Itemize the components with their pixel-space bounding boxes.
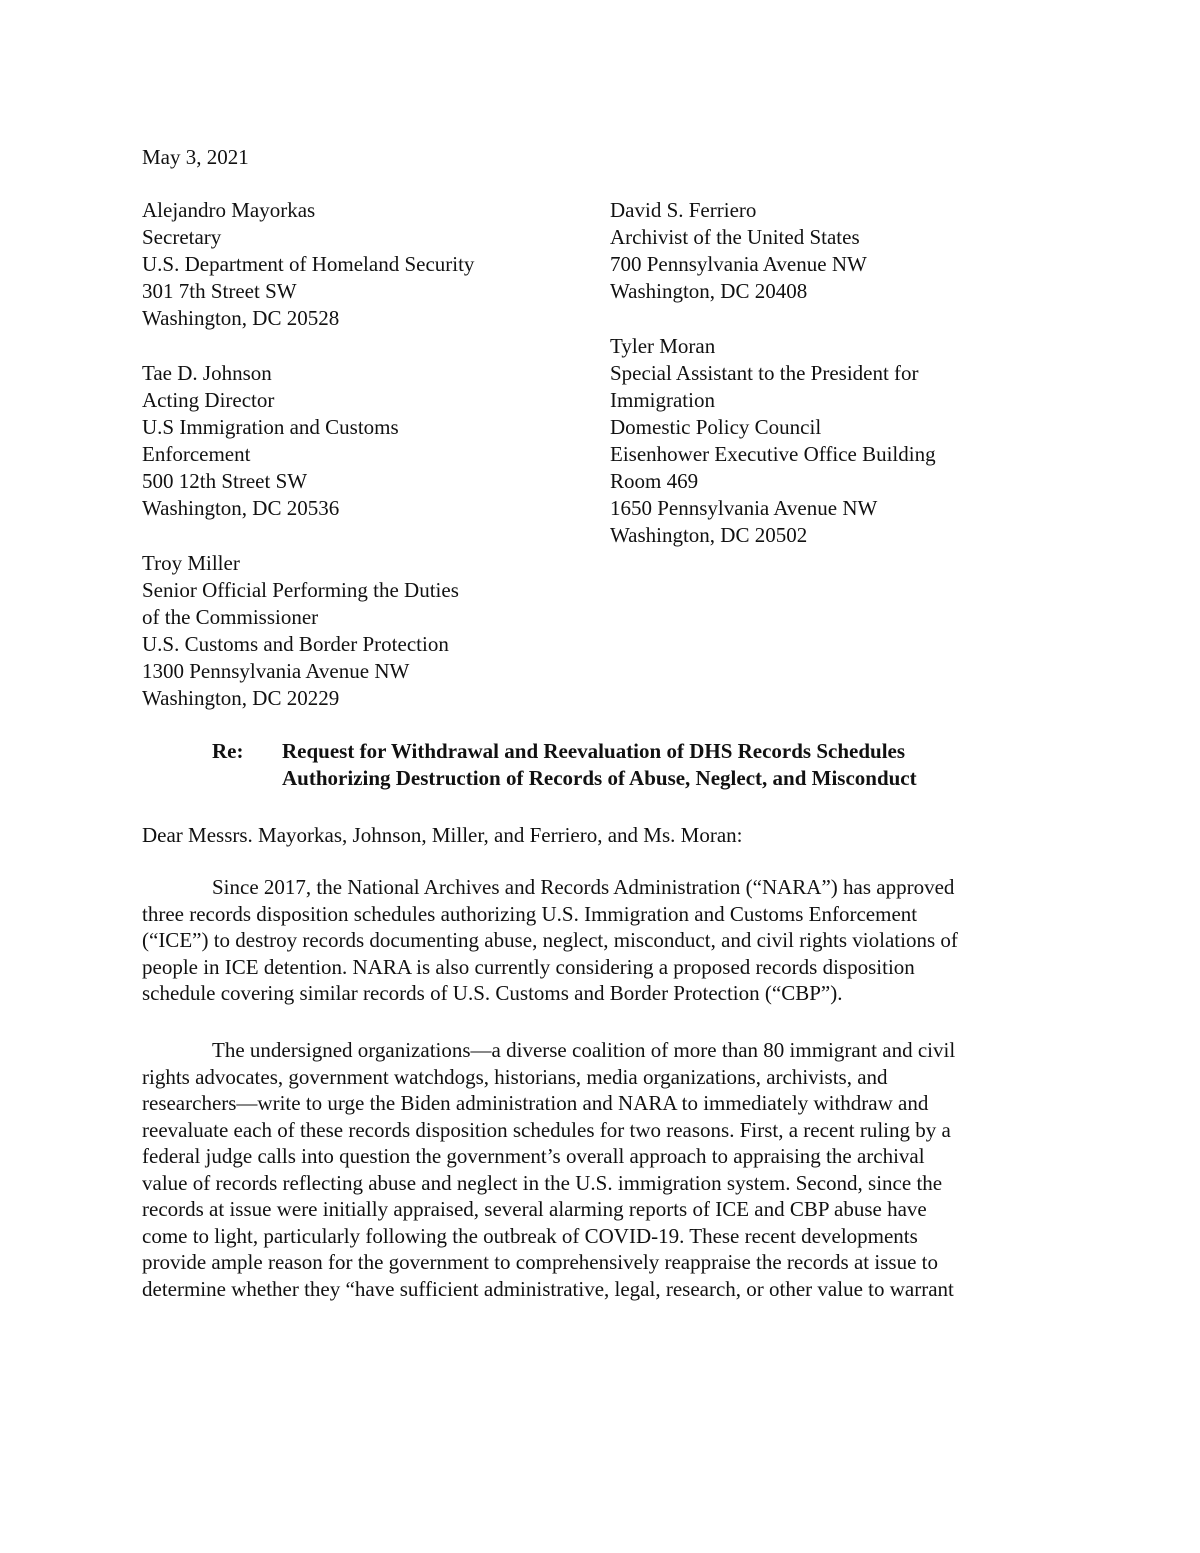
paragraph-line: three records disposition schedules authorizing U.S. Immigration and Customs Enforcement: [142, 901, 918, 926]
paragraph-line: (“ICE”) to destroy records documenting abuse, neglect, misconduct, and civil rights violations of: [142, 928, 958, 952]
address-line: 500 12th Street SW: [142, 469, 308, 493]
address-line: Tyler Moran: [610, 334, 716, 358]
body-paragraph-2: [142, 1037, 1062, 1302]
addressee-dhs: [142, 197, 474, 332]
salutation: Dear Messrs. Mayorkas, Johnson, Miller, and Ferriero, and Ms. Moran:: [142, 823, 743, 847]
subject-label: Re:: [212, 739, 244, 763]
letter-date: May 3, 2021: [142, 145, 249, 169]
subject-text-line: Request for Withdrawal and Reevaluation of DHS Records Schedules: [282, 739, 906, 763]
addressee-ice: [142, 360, 399, 522]
paragraph-line: Since 2017, the National Archives and Records Administration (“NARA”) has approved: [212, 875, 955, 899]
addressee-dpc: [610, 333, 936, 549]
address-line: Washington, DC 20408: [610, 279, 808, 303]
address-line: 301 7th Street SW: [142, 279, 297, 303]
paragraph-line: people in ICE detention. NARA is also currently considering a proposed records disposition: [142, 954, 915, 979]
address-line: Domestic Policy Council: [610, 415, 822, 439]
address-line: Immigration: [610, 388, 715, 412]
paragraph-line: records at issue were initially appraised, several alarming reports of ICE and CBP abuse have: [142, 1197, 927, 1221]
address-line: Washington, DC 20528: [142, 306, 340, 330]
address-line: Senior Official Performing the Duties: [142, 578, 459, 602]
address-line: of the Commissioner: [142, 605, 319, 629]
addressee-cbp: [142, 550, 459, 712]
address-line: Acting Director: [142, 388, 275, 412]
address-line: Archivist of the United States: [610, 225, 860, 249]
paragraph-line: rights advocates, government watchdogs, historians, media organizations, archivists, and: [142, 1064, 888, 1089]
address-line: David S. Ferriero: [610, 198, 757, 222]
address-line: Alejandro Mayorkas: [142, 198, 316, 222]
paragraph-line: value of records reflecting abuse and neglect in the U.S. immigration system. Second, since the: [142, 1170, 943, 1195]
address-line: Room 469: [610, 469, 699, 493]
address-line: Washington, DC 20229: [142, 686, 340, 710]
address-line: Secretary: [142, 225, 222, 249]
subject-text: [282, 738, 917, 792]
paragraph-line: federal judge calls into question the government’s overall approach to appraising the archival: [142, 1144, 925, 1168]
paragraph-line: determine whether they “have sufficient administrative, legal, research, or other value to warrant: [142, 1276, 954, 1301]
address-line: U.S Immigration and Customs: [142, 415, 399, 439]
paragraph-line: researchers—write to urge the Biden administration and NARA to immediately withdraw and: [142, 1091, 929, 1115]
address-line: Washington, DC 20536: [142, 496, 340, 520]
address-line: U.S. Department of Homeland Security: [142, 252, 475, 276]
paragraph-line: schedule covering similar records of U.S. Customs and Border Protection (“CBP”).: [142, 981, 843, 1005]
paragraph-line: reevaluate each of these records disposition schedules for two reasons. First, a recent ruling by a: [142, 1117, 951, 1142]
address-line: Washington, DC 20502: [610, 523, 808, 547]
address-line: 1300 Pennsylvania Avenue NW: [142, 659, 410, 683]
address-line: 1650 Pennsylvania Avenue NW: [610, 496, 878, 520]
paragraph-line: come to light, particularly following the outbreak of COVID-19. These recent developments: [142, 1223, 918, 1248]
address-line: Enforcement: [142, 442, 251, 466]
address-line: Special Assistant to the President for: [610, 361, 919, 385]
address-line: Tae D. Johnson: [142, 361, 272, 385]
subject-text-line: Authorizing Destruction of Records of Abuse, Neglect, and Misconduct: [282, 766, 917, 790]
addressee-nara: [610, 197, 867, 305]
address-line: U.S. Customs and Border Protection: [142, 632, 449, 656]
paragraph-line: The undersigned organizations—a diverse coalition of more than 80 immigrant and civil: [212, 1038, 956, 1062]
address-line: Troy Miller: [142, 551, 240, 575]
paragraph-line: provide ample reason for the government to comprehensively reappraise the records at issue to: [142, 1250, 938, 1274]
address-line: Eisenhower Executive Office Building: [610, 442, 936, 466]
address-line: 700 Pennsylvania Avenue NW: [610, 252, 867, 276]
body-paragraph-1: [142, 874, 1062, 1007]
